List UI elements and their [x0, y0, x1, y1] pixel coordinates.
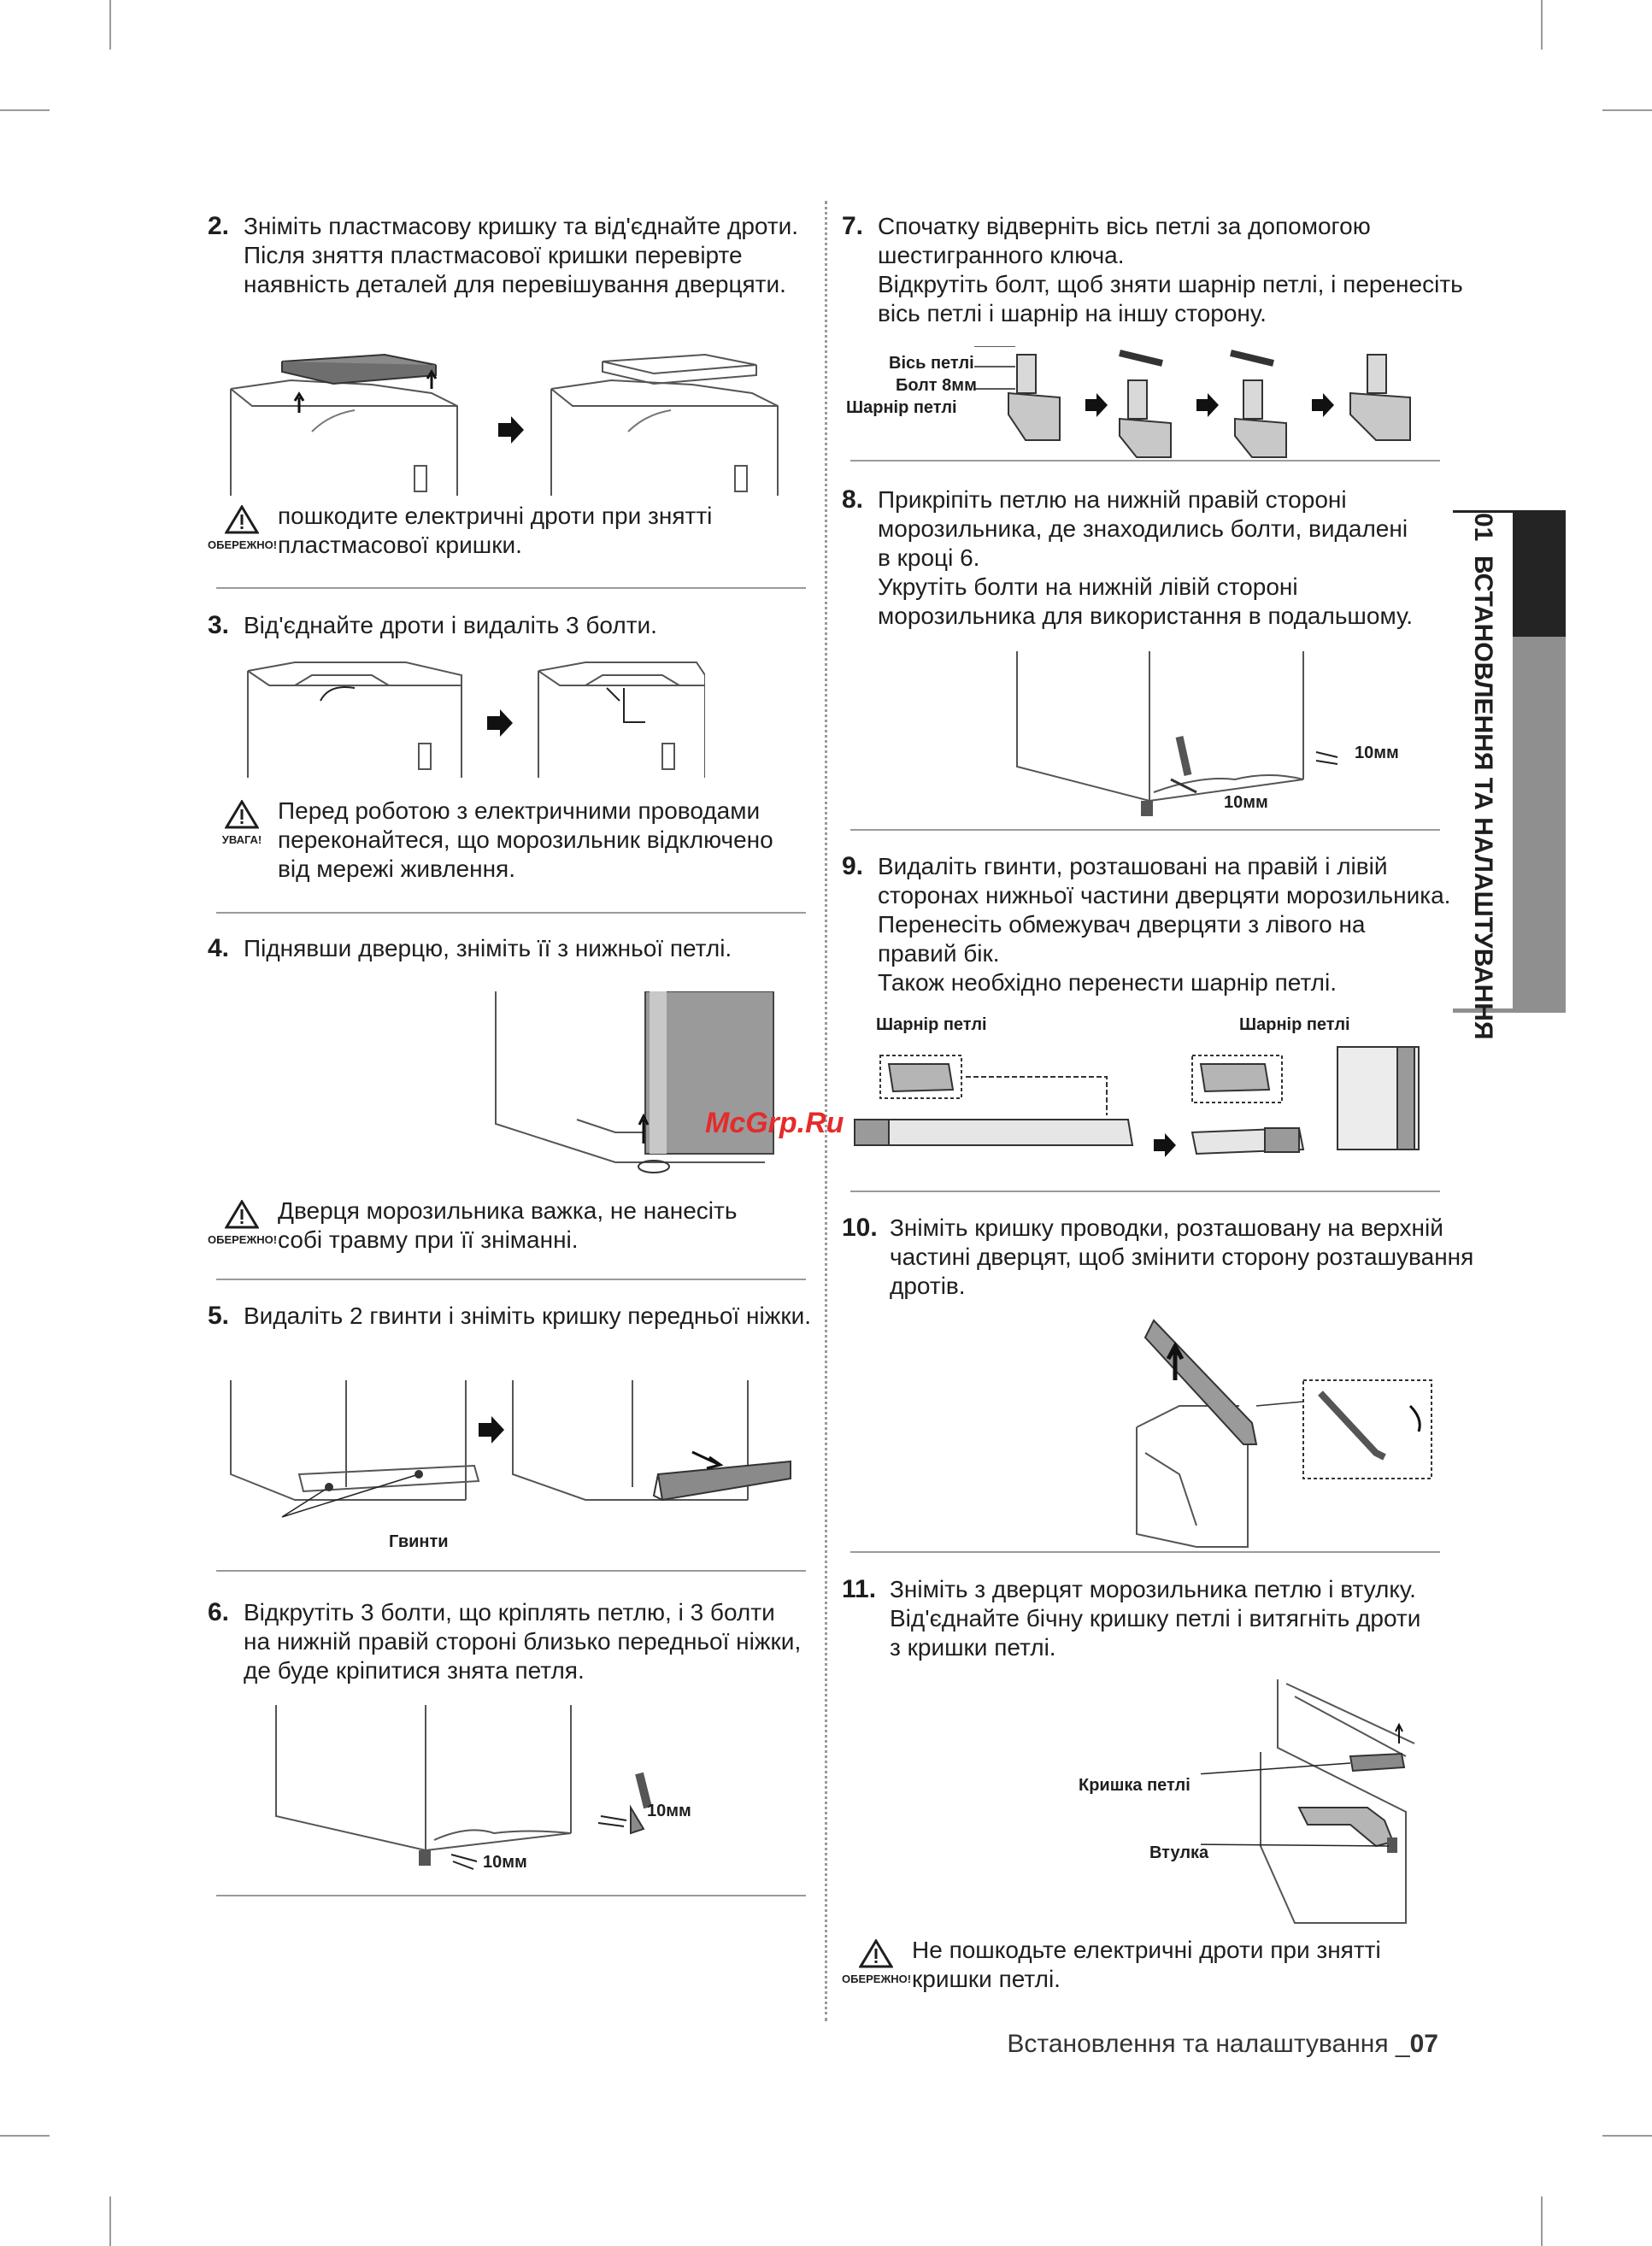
figure-step-11 — [1201, 1675, 1432, 1931]
crop-mark — [1541, 2196, 1543, 2246]
watermark: McGrp.Ru — [705, 1107, 844, 1139]
crop-mark — [109, 2196, 111, 2246]
step-number: 3. — [208, 611, 230, 639]
label-hinge-joint-left: Шарнір петлі — [876, 1015, 987, 1034]
section-rule — [216, 1570, 806, 1572]
section-rule — [216, 587, 806, 589]
label-hinge-joint: Шарнір петлі — [846, 398, 957, 417]
section-title: ВСТАНОВЛЕННЯ ТА НАЛАШТУВАННЯ — [1469, 556, 1497, 1040]
label-hinge-axis: Вісь петлі — [889, 354, 974, 373]
crop-mark — [0, 2135, 50, 2137]
footer-section: Встановлення та налаштування _ — [1007, 2030, 1410, 2058]
step-text: Прикріпіть петлю на нижній правій стороні морозильника, де знаходились болти, видалені в кроці 6. Укрутіть болти на нижній лівій стороні морозильника для використання в подальшому. — [878, 486, 1413, 629]
section-rule — [850, 829, 1440, 831]
warning-triangle-icon: ОБЕРЕЖНО! — [208, 1200, 276, 1246]
section-number: 01 — [1469, 513, 1497, 542]
label-bushing: Втулка — [1149, 1843, 1209, 1862]
warning-triangle-icon: УВАГА! — [208, 800, 276, 846]
section-rule — [850, 460, 1440, 462]
section-rule — [216, 1279, 806, 1280]
figure-step-8 — [1013, 651, 1380, 822]
step-text: Піднявши дверцю, зніміть її з нижньої петлі. — [244, 935, 732, 961]
step-text: Відкрутіть 3 болти, що кріплять петлю, і 3 болти на нижній правій стороні близько передньої ніжки, де буде кріпитися знята петля. — [244, 1599, 802, 1684]
warning-triangle-icon: ОБЕРЕЖНО! — [842, 1939, 910, 1985]
section-rule — [216, 1895, 806, 1896]
label-bolt-8mm: Болт 8мм — [896, 376, 977, 395]
crop-mark — [1602, 2135, 1652, 2137]
step-number: 11. — [842, 1575, 877, 1603]
figure-step-10 — [1128, 1312, 1436, 1551]
step-number: 5. — [208, 1302, 230, 1330]
page-number: 07 — [1409, 2030, 1438, 2058]
section-side-label — [1453, 513, 1513, 1040]
figure-step-3 — [244, 650, 705, 782]
step-number: 8. — [842, 485, 864, 514]
label-hinge-cover: Кришка петлі — [1079, 1776, 1190, 1795]
page-footer — [1007, 2030, 1438, 2059]
step-number: 7. — [842, 212, 864, 240]
step-number: 2. — [208, 212, 230, 240]
step-text: Зніміть з дверцят морозильника петлю і втулку. Від'єднайте бічну кришку петлі і витягніть дроти з кришки петлі. — [890, 1576, 1421, 1661]
label-10mm-top: 10мм — [647, 1802, 691, 1820]
step-number: 6. — [208, 1598, 230, 1626]
figure-step-2 — [226, 338, 791, 509]
label-10mm-left: 10мм — [1224, 793, 1268, 812]
warning-triangle-icon: ОБЕРЕЖНО! — [208, 505, 276, 551]
step-text: Від'єднайте дроти і видаліть 3 болти. — [244, 612, 657, 638]
figure-step-9 — [846, 1038, 1436, 1175]
step-text: Зніміть пластмасову кришку та від'єднайте дроти. Після зняття пластмасової кришки перевірте наявність деталей для перевішування дверцяти. — [244, 213, 799, 297]
step-text: Спочатку відверніть вісь петлі за допомогою шестигранного ключа. Відкрутіть болт, щоб зняти шарнір петлі, і перенесіть вісь петлі і шарнір на іншу сторону. — [878, 213, 1463, 326]
crop-mark — [0, 109, 50, 111]
figure-step-7 — [974, 346, 1427, 466]
section-rule — [216, 912, 806, 914]
crop-mark — [109, 0, 111, 50]
step-number: 9. — [842, 852, 864, 880]
label-10mm-bottom: 10мм — [483, 1853, 527, 1872]
label-screws: Гвинти — [389, 1532, 449, 1551]
step-text: Видаліть гвинти, розташовані на правій і лівій сторонах нижньої частини дверцяти морозильника. Перенесіть обмежувач дверцяти з лівого на правий бік. Також необхідно перенести шарнір петлі. — [878, 853, 1451, 996]
step-text: Зніміть кришку проводки, розташовану на верхній частині дверцят, щоб змінити сторону розташування дротів. — [890, 1214, 1474, 1299]
section-rule — [850, 1191, 1440, 1192]
step-number: 4. — [208, 934, 230, 962]
crop-mark — [1602, 109, 1652, 111]
section-rule — [850, 1551, 1440, 1553]
label-hinge-joint-right: Шарнір петлі — [1239, 1015, 1350, 1034]
figure-step-4 — [491, 991, 799, 1184]
step-text: Видаліть 2 гвинти і зніміть кришку передньої ніжки. — [244, 1302, 812, 1329]
figure-step-5 — [226, 1380, 799, 1543]
crop-mark — [1541, 0, 1543, 50]
label-10mm-right: 10мм — [1355, 744, 1399, 762]
step-number: 10. — [842, 1214, 878, 1242]
